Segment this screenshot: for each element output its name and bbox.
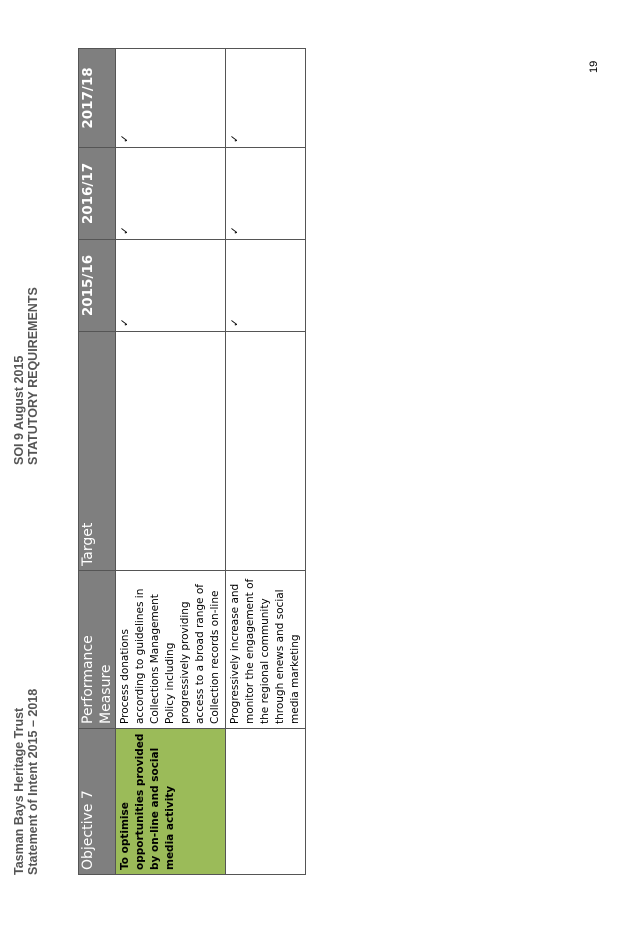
table-row: [226, 49, 306, 875]
section-title: STATUTORY REQUIREMENTS: [26, 287, 40, 465]
col-2017-18: 2017/18: [79, 49, 116, 148]
doc-title: Statement of Intent 2015 – 2018: [26, 688, 40, 875]
header-left: [12, 689, 40, 875]
measure-cell: Progressively increase and monitor the engagement of the regional community through enews and social media marketing: [226, 571, 306, 729]
measure-cell: Process donations according to guidelines in Collections Management Policy including progressively providing access to a broad range of Collection records on-line: [116, 571, 226, 729]
col-performance-measure: Performance Measure: [79, 571, 116, 729]
tick-icon: ✓: [116, 148, 226, 240]
tick-icon: ✓: [226, 240, 306, 332]
soi-date: SOI 9 August 2015: [12, 355, 26, 465]
page-number: 19: [588, 60, 600, 73]
target-cell: [116, 332, 226, 571]
col-2015-16: 2015/16: [79, 240, 116, 332]
tick-icon: ✓: [226, 49, 306, 148]
tick-icon: ✓: [116, 240, 226, 332]
table-row: [116, 49, 226, 875]
org-name: Tasman Bays Heritage Trust: [12, 707, 26, 875]
tick-icon: ✓: [226, 148, 306, 240]
objectives-table: [78, 48, 306, 875]
col-objective: Objective 7: [79, 729, 116, 875]
col-target: Target: [79, 332, 116, 571]
objective-cell: To optimise opportunities provided by on-line and social media activity: [116, 729, 226, 875]
col-2016-17: 2016/17: [79, 148, 116, 240]
table-header-row: [79, 49, 116, 875]
objective-cell-empty: [226, 729, 306, 875]
target-cell: [226, 332, 306, 571]
header-center: [12, 265, 40, 465]
tick-icon: ✓: [116, 49, 226, 148]
